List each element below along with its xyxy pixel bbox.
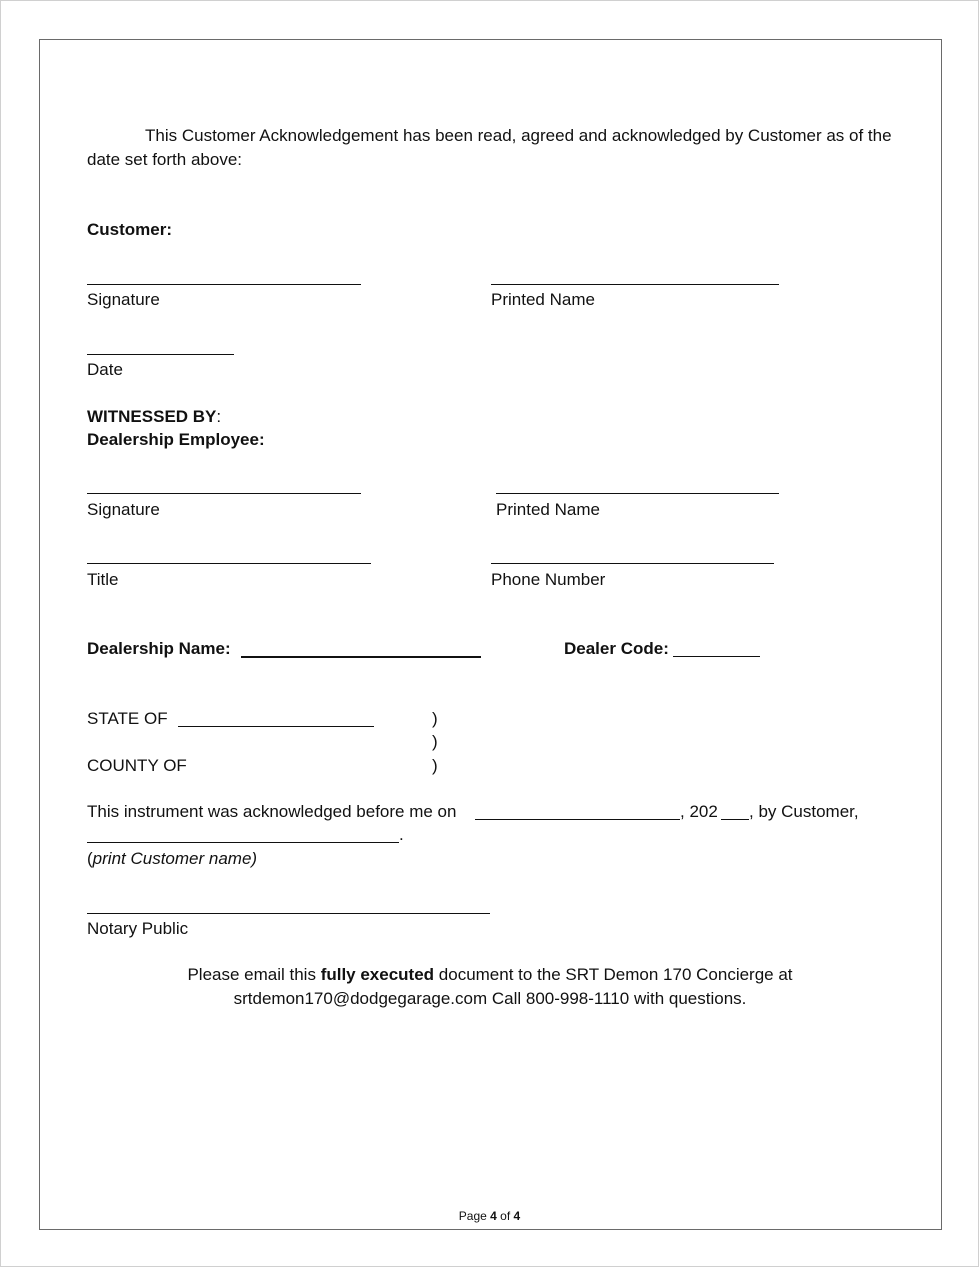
closing-line-1 [87, 963, 893, 987]
acknowledgment-date-line[interactable] [475, 819, 680, 820]
acknowledgment-year-line[interactable] [721, 819, 749, 820]
employee-title-line[interactable] [87, 563, 371, 564]
employee-printed-name-line[interactable] [496, 493, 779, 494]
employee-phone-label: Phone Number [491, 570, 606, 589]
page-footer [0, 1208, 979, 1224]
footer-of-word: of [500, 1209, 511, 1223]
footer-page-word: Page [458, 1209, 487, 1223]
employee-printed-name-label: Printed Name [496, 500, 600, 519]
customer-date-line[interactable] [87, 354, 234, 355]
acknowledgment-year-prefix: , 202 [680, 802, 718, 821]
state-of-line[interactable] [178, 726, 374, 727]
customer-printed-name-line[interactable] [491, 284, 779, 285]
acknowledgment-suffix: , by Customer, [749, 802, 859, 821]
print-customer-name-hint [87, 847, 257, 871]
customer-date-label: Date [87, 360, 123, 379]
customer-signature-line[interactable] [87, 284, 361, 285]
customer-name-line[interactable] [87, 842, 399, 843]
venue-paren-1: ) [432, 709, 438, 728]
dealer-code-line[interactable] [673, 656, 760, 657]
closing-pre: Please email this [187, 965, 321, 984]
closing-post: document to the SRT Demon 170 Concierge at [434, 965, 793, 984]
dealership-name-label: Dealership Name: [87, 639, 231, 658]
dealership-employee-heading: Dealership Employee: [87, 430, 265, 449]
employee-title-label: Title [87, 570, 119, 589]
acknowledgment-prefix: This instrument was acknowledged before me on [87, 802, 457, 821]
customer-heading: Customer: [87, 220, 173, 239]
customer-printed-name-label: Printed Name [491, 290, 595, 309]
witnessed-by-heading [87, 405, 221, 429]
employee-phone-line[interactable] [491, 563, 774, 564]
footer-current-page: 4 [490, 1209, 497, 1223]
employee-signature-label: Signature [87, 500, 160, 519]
witnessed-by-text: WITNESSED BY [87, 407, 217, 426]
intro-text: This Customer Acknowledgement has been read, agreed and acknowledged by Customer as of the date set forth above: [87, 126, 892, 169]
state-of-label: STATE OF [87, 709, 168, 728]
footer-total-pages: 4 [513, 1209, 521, 1223]
notary-public-label: Notary Public [87, 919, 189, 938]
document-page [39, 39, 942, 1230]
venue-paren-2: ) [432, 732, 438, 751]
closing-bold: fully executed [320, 965, 435, 984]
customer-name-period: . [399, 825, 404, 844]
hint-text: print Customer name) [92, 849, 258, 868]
venue-paren-3: ) [432, 756, 438, 775]
intro-paragraph [87, 124, 907, 172]
closing-line-2: srtdemon170@dodgegarage.com Call 800-998-1110 with questions. [233, 989, 747, 1008]
witnessed-by-colon: : [216, 407, 222, 426]
hint-open-paren: ( [87, 849, 93, 868]
notary-signature-line[interactable] [87, 913, 490, 914]
dealer-code-label: Dealer Code: [564, 639, 669, 658]
dealership-name-line[interactable] [241, 656, 481, 658]
employee-signature-line[interactable] [87, 493, 361, 494]
customer-signature-label: Signature [87, 290, 160, 309]
county-of-label: COUNTY OF [87, 756, 187, 775]
